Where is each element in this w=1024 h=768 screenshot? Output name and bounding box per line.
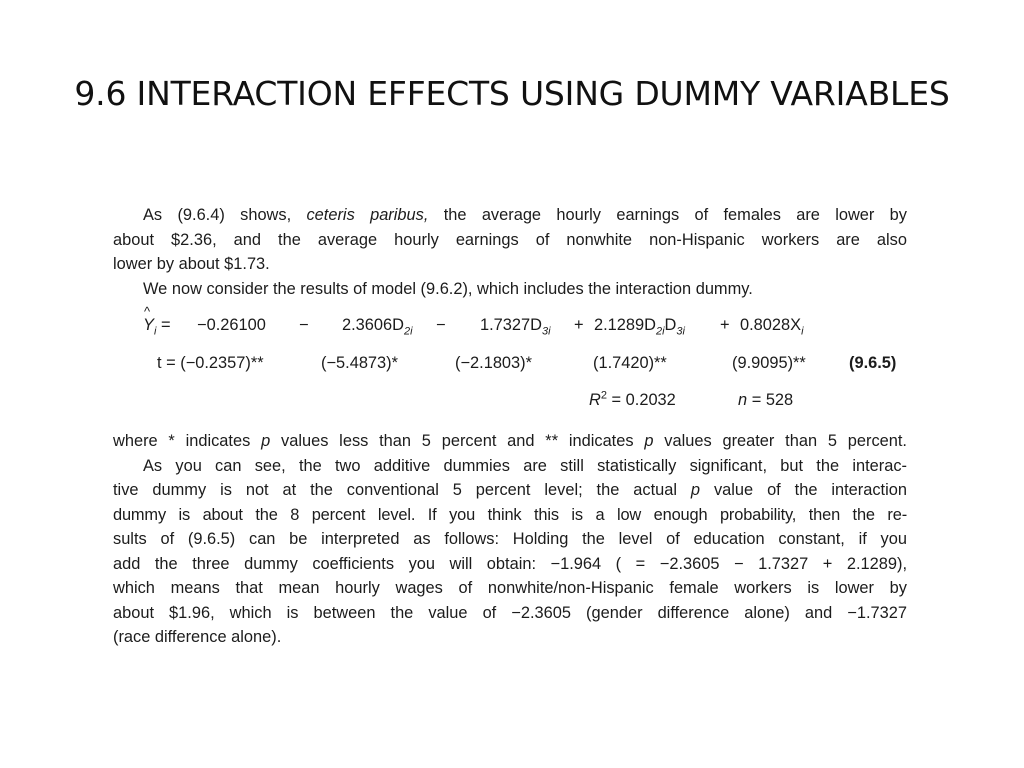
discussion-line-7: which means that mean hourly wages of nonwhite/non-Hispanic female workers is lower by — [113, 579, 907, 597]
eq-minus-1: − — [299, 316, 309, 334]
discussion-line-6: add the three dummy coefficients you will obtain: −1.964 ( = −2.3605 − 1.7327 + 2.1289), — [113, 554, 907, 573]
eq-minus-2: − — [436, 316, 446, 334]
discussion-line-5: sults of (9.6.5) can be interpreted as follows: Holding the level of education constant, if you — [113, 530, 907, 548]
ceteris-paribus-text: ceteris paribus, — [306, 206, 429, 224]
eq-intercept: −0.26100 — [197, 316, 266, 334]
regression-equation — [113, 316, 907, 342]
discussion-line-8: about $1.96, which is between the value of −2.3605 (gender difference alone) and −1.7327 — [113, 603, 907, 622]
t-stat-4: (1.7420)** — [593, 354, 667, 372]
discussion-line-2: As you can see, the two additive dummies are still statistically significant, but the interac- — [143, 456, 907, 475]
discussion-paragraph — [113, 429, 907, 650]
intro-line-2: about $2.36, and the average hourly earnings of nonwhite non-Hispanic workers are also — [113, 230, 907, 249]
t-statistics-row — [113, 354, 907, 380]
eq-term-d2: $2.3606D_{2i}$ — [342, 316, 413, 338]
discussion-line-1: where * indicates p values less than 5 percent and ** indicates p values greater than 5 percent. — [113, 432, 907, 450]
intro-line-1: As (9.6.4) shows, ceteris paribus, the average hourly earnings of females are lower by — [143, 206, 907, 224]
fit-statistics-row — [113, 391, 907, 417]
t-stat-1: t = (−0.2357)** — [157, 354, 264, 372]
t-stat-2: (−5.4873)* — [321, 354, 398, 372]
intro-paragraph — [113, 203, 907, 301]
intro-line-4: We now consider the results of model (9.6.2), which includes the interaction dummy. — [143, 279, 753, 298]
t-stat-5: (9.9095)** — [732, 354, 806, 372]
eq-lhs: ^ $Y_i$ = — [143, 316, 171, 335]
slide-title: 9.6 INTERACTION EFFECTS USING DUMMY VARIABLES — [74, 74, 950, 113]
discussion-line-3: tive dummy is not at the conventional 5 percent level; the actual p value of the interaction — [113, 481, 907, 499]
sample-size: n = 528 — [738, 391, 794, 409]
eq-plus-1: + — [574, 316, 584, 334]
eq-term-interaction: $2.1289D_{2i}D_{3i}$ — [594, 316, 685, 338]
eq-term-x: $0.8028X_i$ — [740, 316, 804, 338]
eq-plus-2: + — [720, 316, 730, 334]
intro-line-3: lower by about $1.73. — [113, 255, 270, 273]
discussion-line-9: (race difference alone). — [113, 628, 282, 646]
discussion-line-4: dummy is about the 8 percent level. If you think this is a low enough probability, then the re- — [113, 505, 907, 524]
equation-number: (9.6.5) — [849, 354, 897, 372]
r-squared: $R^2 = 0.2032$ — [589, 389, 676, 409]
eq-term-d3: $1.7327D_{3i}$ — [480, 316, 551, 338]
t-stat-3: (−2.1803)* — [455, 354, 532, 372]
